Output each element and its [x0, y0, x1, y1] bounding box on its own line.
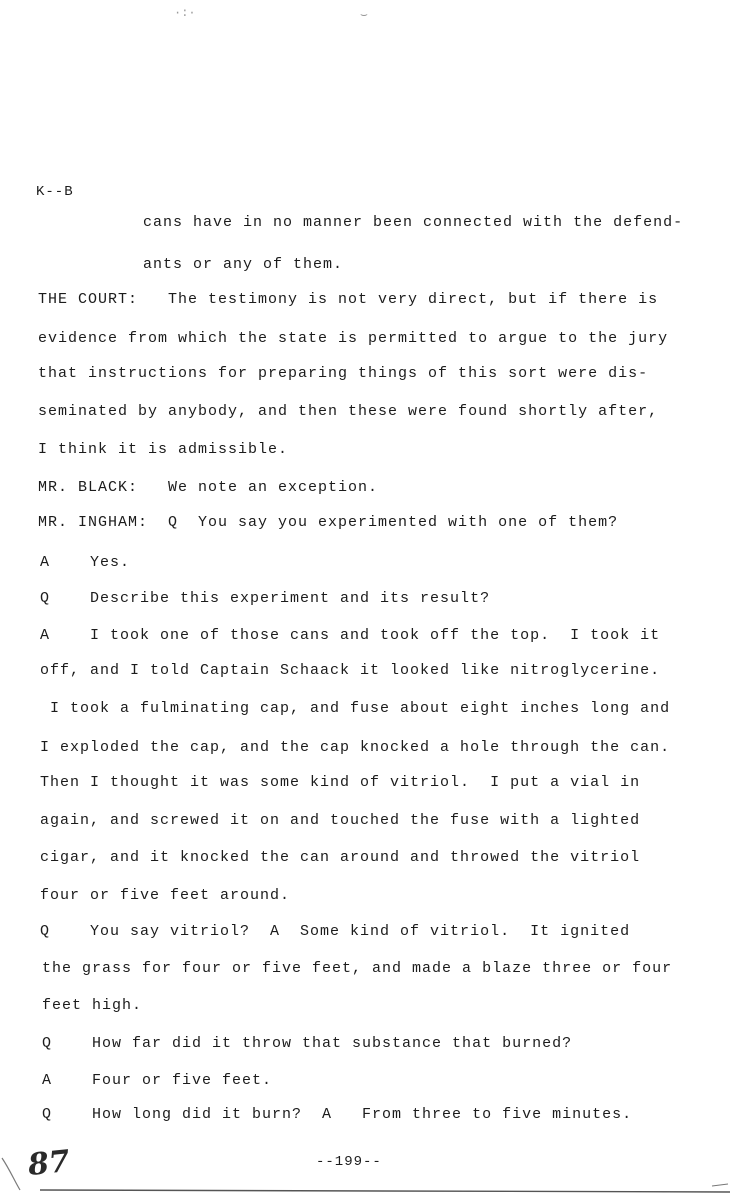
- transcript-line: Then I thought it was some kind of vitriol. I put a vial in: [40, 774, 641, 791]
- page-number: --199--: [316, 1154, 382, 1170]
- transcript-line: I took a fulminating cap, and fuse about eight inches long and: [40, 700, 671, 717]
- transcript-line: seminated by anybody, and then these were found shortly after,: [38, 403, 659, 420]
- transcript-line: that instructions for preparing things of this sort were dis-: [38, 365, 649, 382]
- transcript-line: cans have in no manner been connected with the defend-: [143, 214, 684, 231]
- transcript-line: Q You say vitriol? A Some kind of vitriol. It ignited: [40, 923, 631, 940]
- bottom-edge-line: [40, 1190, 730, 1192]
- transcript-line: THE COURT: The testimony is not very direct, but if there is: [38, 291, 659, 308]
- scan-speck: ·:·: [174, 6, 196, 20]
- page-edge-artifact: [0, 1140, 738, 1200]
- header-code: K--B: [36, 184, 74, 200]
- transcript-line: MR. BLACK: We note an exception.: [38, 479, 379, 496]
- scan-speck: ⌣: [360, 8, 368, 22]
- transcript-line: evidence from which the state is permitted to argue to the jury: [38, 330, 669, 347]
- transcript-line: MR. INGHAM: Q You say you experimented with one of them?: [38, 514, 619, 531]
- transcript-line: Q How long did it burn? A From three to five minutes.: [42, 1106, 633, 1123]
- transcript-line: four or five feet around.: [40, 887, 291, 904]
- transcript-line: I exploded the cap, and the cap knocked a hole through the can.: [40, 739, 671, 756]
- transcript-line: Q How far did it throw that substance that burned?: [42, 1035, 573, 1052]
- edge-mark: [712, 1184, 728, 1186]
- transcript-line: Q Describe this experiment and its result?: [40, 590, 491, 607]
- transcript-line: A I took one of those cans and took off the top. I took it: [40, 627, 661, 644]
- transcript-line: feet high.: [42, 997, 143, 1014]
- transcript-line: I think it is admissible.: [38, 441, 289, 458]
- handwritten-page-mark: 87: [26, 1143, 72, 1184]
- transcript-line: ants or any of them.: [143, 256, 344, 273]
- transcript-line: A Four or five feet.: [42, 1072, 273, 1089]
- page-curl-line: [2, 1158, 20, 1190]
- transcript-line: again, and screwed it on and touched the fuse with a lighted: [40, 812, 641, 829]
- transcript-line: the grass for four or five feet, and made a blaze three or four: [42, 960, 673, 977]
- transcript-line: cigar, and it knocked the can around and throwed the vitriol: [40, 849, 641, 866]
- transcript-line: A Yes.: [40, 554, 131, 571]
- transcript-line: off, and I told Captain Schaack it looked like nitroglycerine.: [40, 662, 661, 679]
